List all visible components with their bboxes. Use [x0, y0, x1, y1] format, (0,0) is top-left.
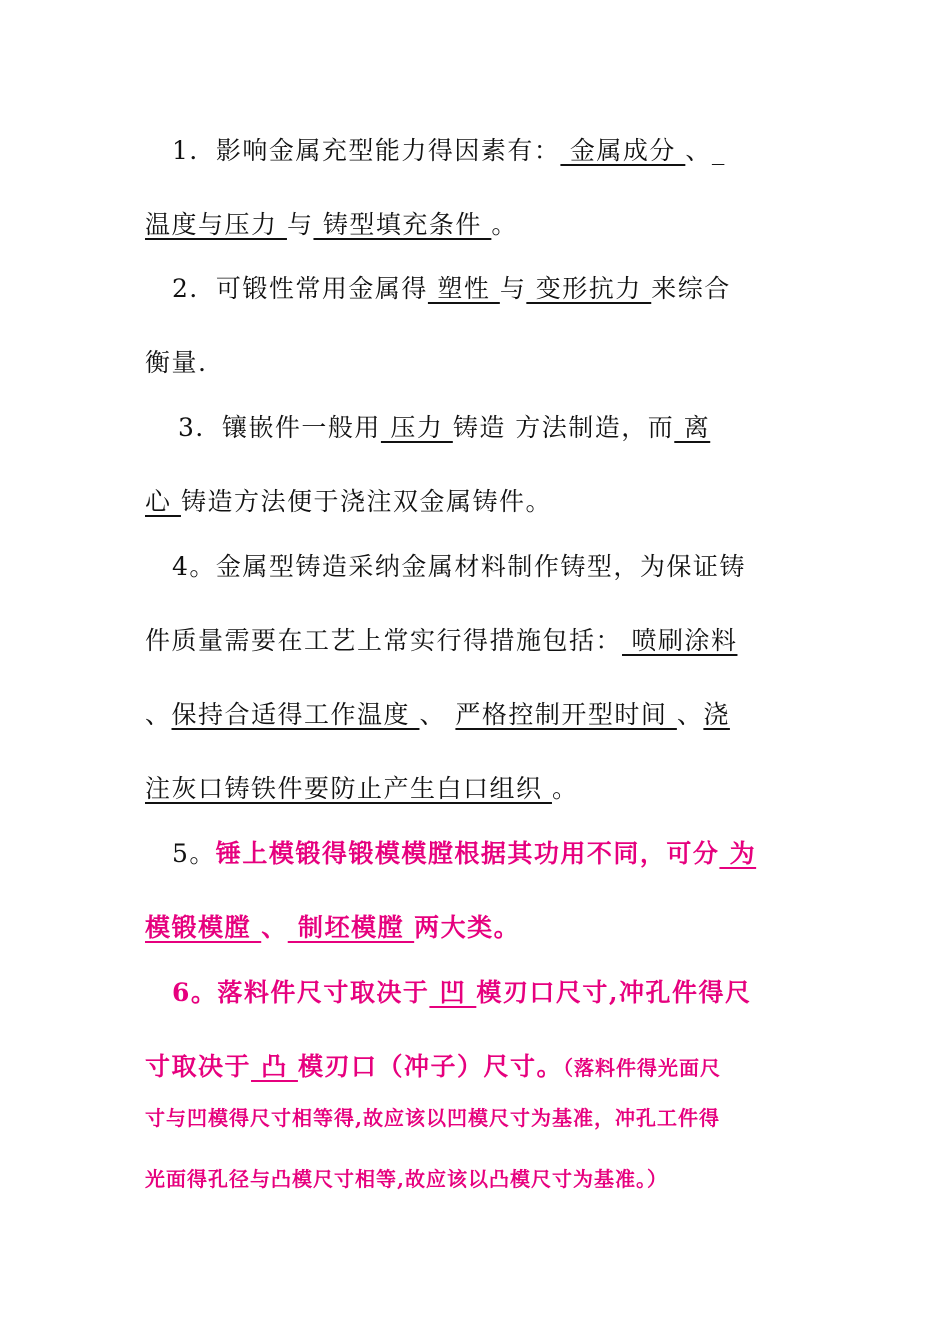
answer-blank-4-start: 浇 — [703, 700, 730, 729]
question-3-line-2 — [145, 487, 552, 517]
question-5-text: 锤上模锻得锻模模膛根据其功用不同，可分 — [215, 839, 720, 868]
question-3-text-end: 铸造方法便于浇注双金属铸件。 — [180, 487, 552, 516]
question-4-text: 4。金属型铸造采纳金属材料制作铸型，为保证铸 — [172, 552, 746, 581]
answer-blank-1: 压力 — [380, 413, 453, 442]
answer-blank-4: 注灰口铸铁件要防止产生白口组织 — [145, 774, 552, 803]
question-5-text-end: 两大类。 — [414, 913, 521, 942]
answer-blank-3: 铸型填充条件 — [313, 210, 492, 239]
question-6-text-2: 模刃口尺寸,冲孔件得尺 — [476, 978, 752, 1007]
question-6-text-3: 寸取决于 — [145, 1052, 252, 1081]
question-1-text: 1．影响金属充型能力得因素有： — [172, 136, 561, 165]
answer-blank-1: 模锻模膛 — [145, 913, 262, 942]
question-2-line-1 — [172, 274, 731, 304]
connector: 与 — [499, 274, 527, 303]
answer-blank-1: 金属成分 — [560, 136, 686, 165]
separator: 、 — [419, 700, 456, 729]
question-2-line-2 — [145, 348, 207, 378]
answer-blank-1: 喷刷涂料 — [622, 626, 738, 655]
question-1-line-2 — [145, 210, 518, 240]
question-4-line-2 — [145, 626, 737, 656]
answer-blank-1: 塑性 — [427, 274, 500, 303]
question-4-text-2: 件质量需要在工艺上常实行得措施包括： — [145, 626, 623, 655]
answer-blank-2-start: _ — [711, 136, 726, 165]
question-3-mid-text: 铸造 方法制造，而 — [452, 413, 675, 442]
question-5-number: 5。 — [172, 839, 216, 868]
answer-blank-2: 制坯模膛 — [287, 913, 415, 942]
separator: 、 — [685, 136, 712, 165]
answer-blank-2: 凸 — [251, 1052, 298, 1081]
answer-blank-2: 温度与压力 — [145, 210, 287, 239]
question-4-line-3 — [145, 700, 730, 730]
question-6-text: 6。落料件尺寸取决于 — [172, 978, 430, 1007]
question-3-line-1 — [178, 413, 710, 443]
explanation-note-start: （落料件得光面尺 — [562, 1056, 721, 1080]
question-1-line-1 — [172, 136, 726, 166]
answer-blank-1-start: 为 — [719, 839, 757, 868]
explanation-note: 寸与凹模得尺寸相等得,故应该以凹模尺寸为基准，冲孔工件得 — [145, 1106, 720, 1130]
sentence-end: 。 — [491, 210, 518, 239]
question-6-note-line-1 — [145, 1105, 720, 1131]
separator: 、 — [261, 913, 288, 942]
question-3-text: 3．镶嵌件一般用 — [178, 413, 381, 442]
question-6-note-line-2 — [145, 1166, 668, 1192]
separator: 、 — [676, 700, 704, 729]
question-4-line-1 — [172, 552, 746, 582]
separator: 、 — [145, 700, 172, 729]
question-6-line-2 — [145, 1052, 721, 1082]
answer-blank-1: 凹 — [429, 978, 477, 1007]
question-2-continuation: 衡量. — [145, 348, 208, 377]
answer-blank-3: 严格控制开型时间 — [455, 700, 677, 729]
question-5-line-2 — [145, 913, 520, 943]
answer-blank-2: 心 — [145, 487, 181, 516]
answer-blank-2: 变形抗力 — [526, 274, 652, 303]
question-6-text-4: 模刃口（冲子）尺寸。 — [297, 1052, 563, 1081]
answer-blank-2: 保持合适得工作温度 — [171, 700, 420, 729]
question-2-text-end: 来综合 — [651, 274, 731, 303]
connector: 与 — [286, 210, 314, 239]
explanation-note-end: 光面得孔径与凸模尺寸相等,故应该以凸模尺寸为基准。） — [145, 1167, 668, 1191]
question-2-text: 2．可锻性常用金属得 — [172, 274, 428, 303]
question-6-line-1 — [172, 978, 752, 1008]
answer-blank-2-start: 离 — [674, 413, 711, 442]
question-4-line-4 — [145, 774, 578, 804]
question-5-line-1 — [172, 839, 756, 869]
sentence-end: 。 — [551, 774, 579, 803]
